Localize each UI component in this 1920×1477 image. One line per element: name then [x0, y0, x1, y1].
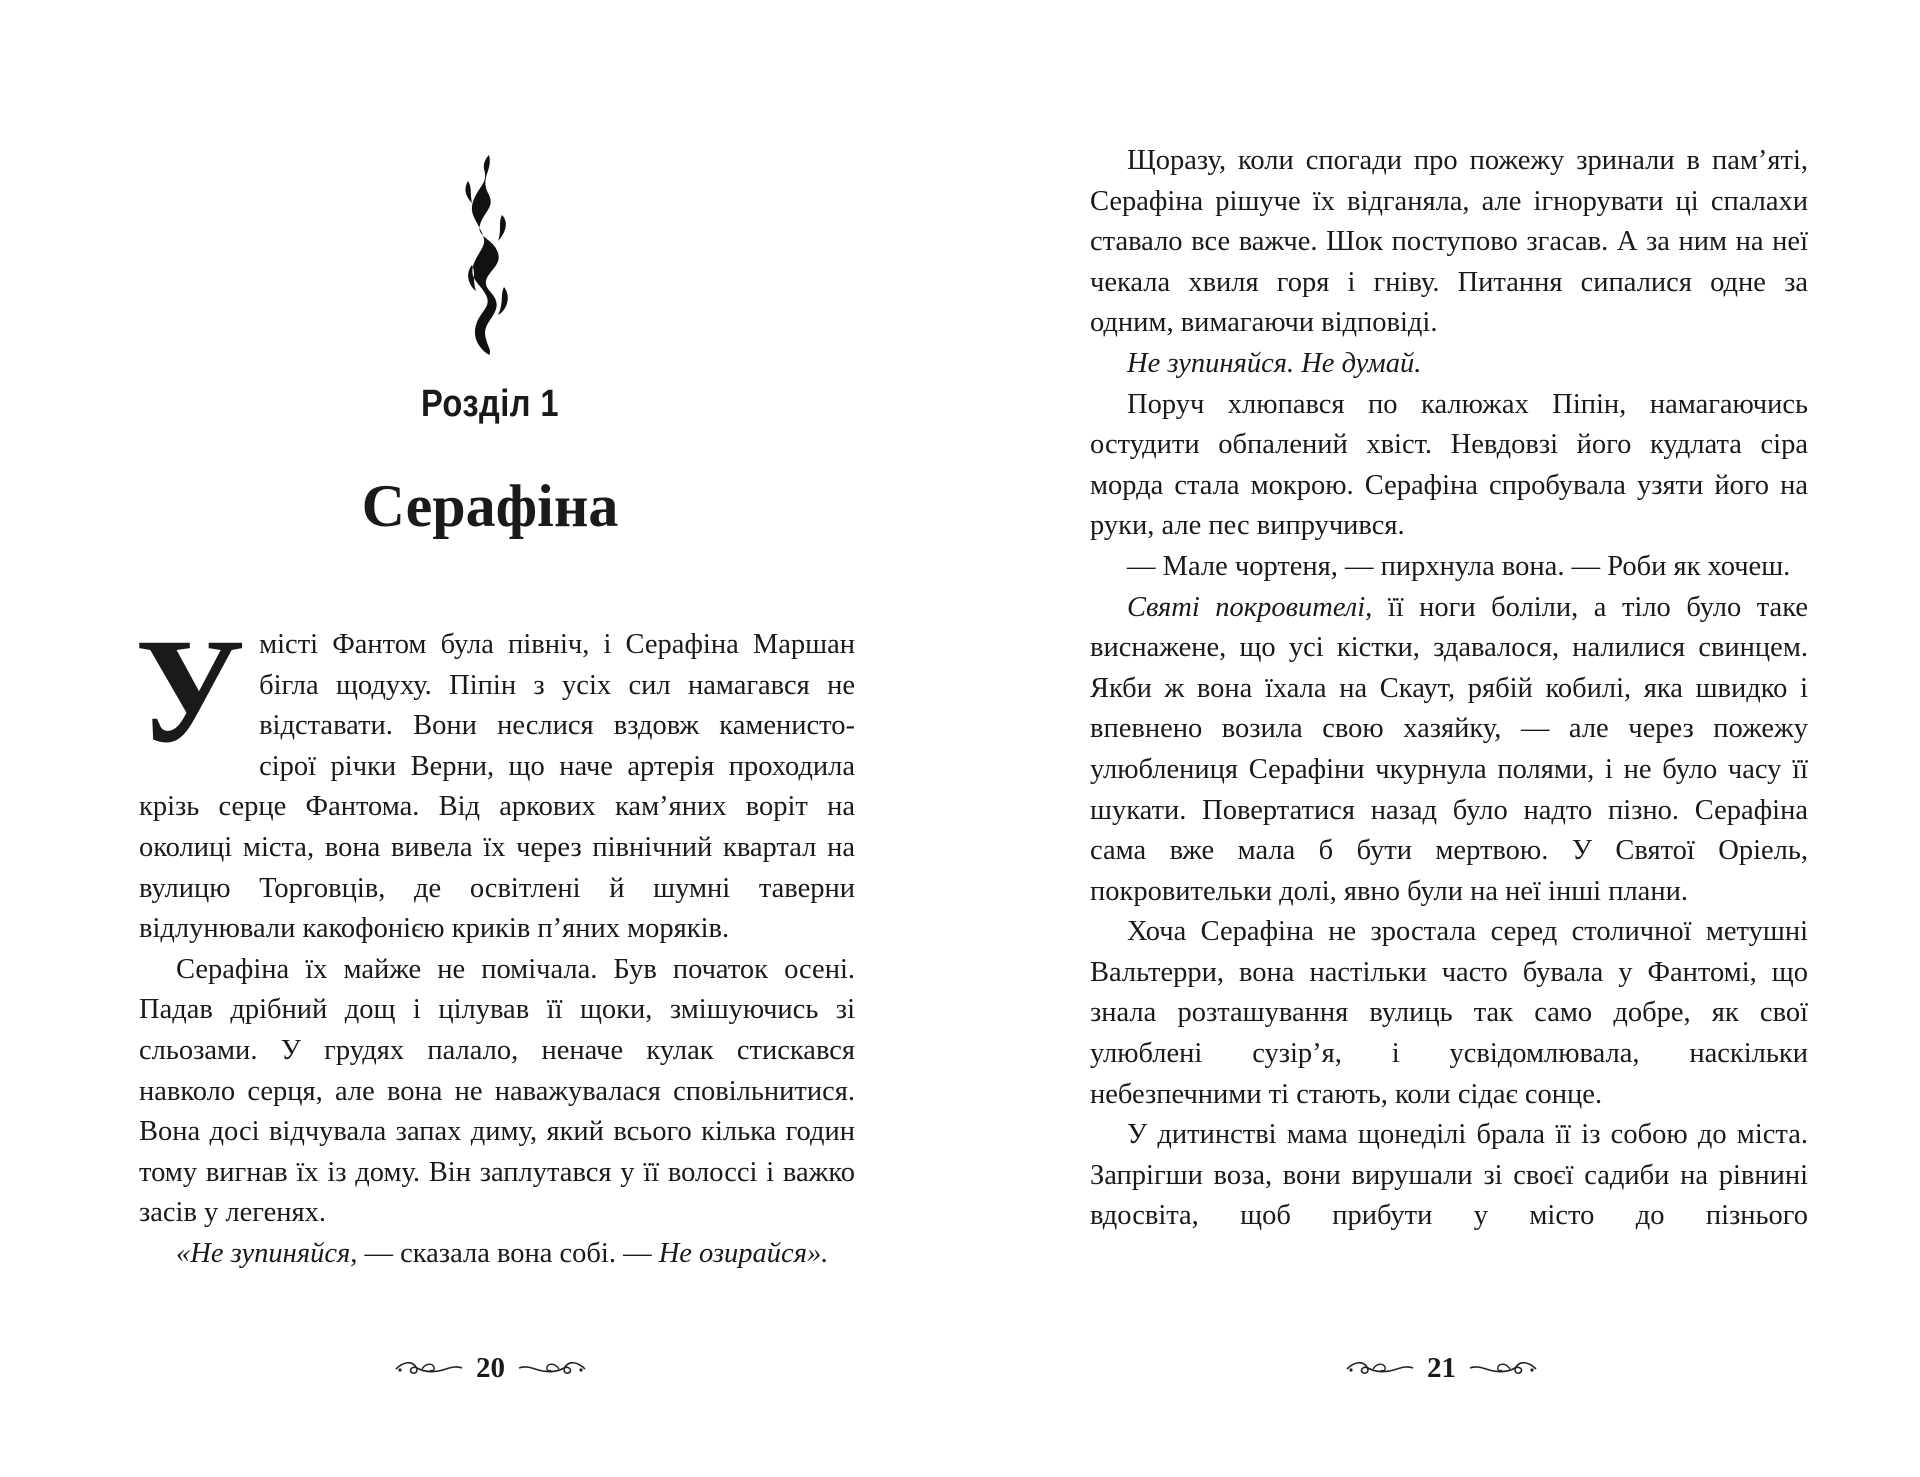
chapter-title: Серафіна	[361, 473, 619, 539]
quote-italic: Не озирайся».	[658, 1237, 829, 1269]
quote-text: — сказала вона собі. —	[357, 1237, 659, 1269]
paragraph-text: Поруч хлюпався по калюжах Піпін, намагаючись остудити обпалений хвіст. Невдовзі його кудлата сіра морда стала мокрою. Серафіна спробувала узяти його на руки, але пес випручився.	[1090, 388, 1808, 542]
page-number: 21	[1427, 1352, 1456, 1384]
chapter-label: Розділ 1	[420, 383, 560, 425]
paragraph-text: її ноги боліли, а тіло було таке виснажене, що усі кістки, здавалося, налилися свинцем. Якби ж вона їхала на Скаут, рябій кобилі, яка швидко і впевнено возила свою хазяйку, — але через пожежу улюблениця Серафіни чкурнула полями, і не було часу її шукати. Повертатися назад було надто пізно. Серафіна сама вже мала б бути мертвою. У Святої Оріель, покровительки долі, явно були на неї інші плани.	[1090, 591, 1808, 907]
paragraph	[1090, 912, 1808, 1115]
paragraph-text: Серафіна їх майже не помічала. Був початок осені. Падав дрібний дощ і цілував її щоки, змішуючись зі сльозами. У грудях палало, неначе кулак стискався навколо серця, але вона не наважувалася сповільнитися. Вона досі відчувала запах диму, який всього кілька годин тому вигнав їх із дому. Він заплутався у її волоссі і важко засів у легенях.	[139, 953, 855, 1229]
paragraph	[139, 950, 855, 1234]
paragraph	[1090, 588, 1808, 913]
quote-italic: «Не зупиняйся,	[176, 1237, 358, 1269]
right-page-body	[1090, 141, 1808, 1237]
paragraph	[139, 1234, 855, 1275]
folio	[1345, 1348, 1538, 1388]
folio	[394, 1348, 587, 1388]
scroll-flourish-icon	[517, 1357, 587, 1379]
right-page	[960, 0, 1920, 1477]
paragraph-text: Щоразу, коли спогади про пожежу зринали в пам’яті, Серафіна рішуче їх відганяла, але ігнорувати ці спалахи ставало все важче. Шок поступово згасав. А за ним на неї чекала хвиля горя і гніву. Питання сипалися одне за одним, вимагаючи відповіді.	[1090, 145, 1808, 339]
paragraph-text: У дитинстві мама щонеділі брала її із собою до міста. Запрігши воза, вони вирушали зі своєї садиби на рівнині вдосвіта, щоб прибути у місто до пізнього	[1090, 1119, 1808, 1232]
flame-icon	[458, 155, 520, 355]
italic-phrase: Святі покровителі,	[1127, 591, 1373, 623]
paragraph	[1090, 344, 1808, 385]
scroll-flourish-icon	[1468, 1357, 1538, 1379]
scroll-flourish-icon	[1345, 1357, 1415, 1379]
left-page-body	[135, 608, 855, 1275]
paragraph-text: місті Фантом була північ, і Серафіна Маршан бігла щодуху. Піпін з усіх сил намагався не відставати. Вони неслися вздовж каменисто-сірої річки Верни, що наче артерія проходила крізь серце Фантома. Від аркових кам’яних воріт на околиці міста, вона вивела їх через північний квартал на вулицю Торговців, де освітлені й шумні таверни відлунювали какофонією криків п’яних моряків.	[139, 629, 855, 945]
paragraph	[1090, 547, 1808, 588]
italic-thought: Не зупиняйся. Не думай.	[1127, 347, 1422, 379]
paragraph	[1090, 1115, 1808, 1237]
paragraph	[1090, 141, 1808, 344]
paragraph	[1090, 385, 1808, 547]
paragraph-text: Хоча Серафіна не зростала серед столичної метушні Вальтерри, вона настільки часто бувала у Фантомі, що знала розташування вулиць так само добре, як свої улюблені сузір’я, і усвідомлювала, наскільки небезпечними ті стають, коли сідає сонце.	[1090, 916, 1808, 1110]
page-number: 20	[476, 1352, 505, 1384]
dialogue-text: — Мале чортеня, — пирхнула вона. — Роби як хочеш.	[1127, 550, 1791, 582]
scroll-flourish-icon	[394, 1357, 464, 1379]
drop-cap: У	[135, 608, 246, 774]
paragraph	[135, 608, 855, 950]
